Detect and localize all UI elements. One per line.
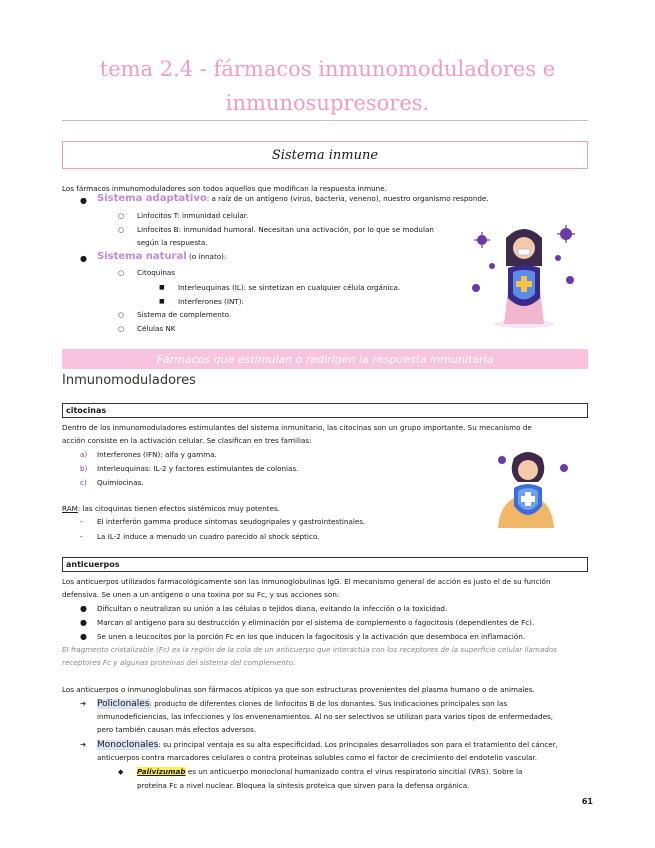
palivizumab-line-1	[137, 767, 522, 777]
diamond-bullet: ◆	[118, 768, 124, 776]
arrow-bullet: ➔	[80, 740, 87, 749]
policlonales-text-1: : producto de diferentes clones de linfocitos B de los donantes. Sus indicaciones principales son las	[149, 699, 508, 708]
letter-b: b)	[80, 464, 88, 473]
anticuerpos-para-1: Los anticuerpos utilizados farmacológicamente son las inmunoglobulinas IgG. El mecanismo general de acción es justo el de su función	[62, 577, 551, 586]
circle-bullet: ○	[118, 269, 125, 277]
palivizumab-label: Palivizumab	[137, 767, 186, 776]
ram-item-1: El interferón gamma produce síntomas seudogripales y gastrointestinales.	[97, 517, 366, 526]
adaptativo-label: Sistema adaptativo	[97, 193, 207, 204]
band-text: Fármacos que estimulan o redirigen la respuesta inmunitaria	[156, 352, 494, 366]
circle-bullet: ○	[118, 311, 125, 319]
anticuerpos-para-2: defensiva. Se unen a un antígeno o una toxina por su Fc, y sus acciones son:	[62, 590, 340, 599]
heading-citocinas	[62, 403, 588, 418]
title-divider	[62, 120, 588, 121]
celulas-nk: Células NK	[137, 324, 176, 333]
citocinas-para-1: Dentro de los inmunomoduladores estimulantes del sistema inmunitario, las citocinas son un grupo importante. Su mecanismo de	[62, 423, 532, 432]
interleuquinas: Interleuquinas (IL): se sintetizan en cualquier célula orgánica.	[178, 283, 401, 292]
circle-bullet: ○	[118, 325, 125, 333]
fc-note-2: receptores Fc y algunas proteínas del sistema del complemento.	[62, 658, 296, 667]
policlonales-line-2: inmunodeficiencias, las infecciones y los envenenamientos. Al no ser selectivos se utilizan para varios tipos de enfermedades,	[97, 712, 554, 721]
anticuerpos-bullet-3: Se unen a leucocitos por la porción Fc en los que inducen la fagocitosis y la activación que desemboca en inflamación.	[97, 632, 526, 641]
adaptativo-line	[97, 194, 489, 204]
item-interferones: Interferones (IFN): alfa y gamma.	[97, 450, 217, 459]
heading-anticuerpos	[62, 557, 588, 572]
monoclonales-label: Monoclonales	[97, 740, 159, 750]
page-title	[60, 52, 595, 120]
palivizumab-line-2: proteína Fc a nivel nuclear. Bloquea la síntesis proteica que sirven para la defensa orgánica.	[137, 781, 470, 790]
square-bullet: ■	[159, 298, 165, 305]
bullet-dot: ●	[80, 196, 87, 205]
natural-label: Sistema natural	[97, 251, 187, 262]
item-quimiocinas: Quimiocinas.	[97, 478, 144, 487]
circle-bullet: ○	[118, 226, 125, 234]
interferones: Interferones (INT):	[178, 297, 244, 306]
monoclonales-line-1	[97, 740, 558, 750]
palivizumab-text-1: es un anticuerpo monoclonal humanizado contra el virus respiratorio sincitial (VRS). Sobre la	[185, 767, 523, 776]
citocinas-para-2: acción consiste en la activación celular. Se clasifican en tres familias:	[62, 436, 312, 445]
ram-item-2: La IL-2 induce a menudo un cuadro parecido al shock séptico.	[97, 532, 320, 541]
page-title-line2: inmunosupresores.	[225, 91, 430, 115]
linfocitos-t: Linfocitos T: inmunidad celular.	[137, 211, 249, 220]
anticuerpos-bullet-1: Dificultan o neutralizan su unión a las células o tejidos diana, evitando la infección o la toxicidad.	[97, 604, 448, 613]
complemento: Sistema de complemento.	[137, 310, 232, 319]
linfocitos-b-1: Linfocitos B: inmunidad humoral. Necesitan una activación, por lo que se modulan	[137, 225, 434, 234]
policlonales-line-3: pero también causan más efectos adversos.	[97, 725, 257, 734]
ram-label: RAM	[62, 504, 78, 513]
policlonales-line-1	[97, 699, 507, 709]
adaptativo-text: : a raíz de un antígeno (virus, bacteria, veneno), nuestro organismo responde.	[206, 194, 489, 203]
woman-shield-illustration	[488, 448, 574, 528]
page-title-line1: tema 2.4 - fármacos inmunomoduladores e	[99, 57, 556, 81]
citoquinas: Citoquinas	[137, 268, 176, 277]
section-title-sistema-inmune	[62, 141, 588, 169]
monoclonales-line-2: anticuerpos contra marcadores celulares o contra proteínas solubles como el factor de crecimiento del endotelio vascular.	[97, 753, 538, 762]
heading-citocinas-text: citocinas	[66, 406, 107, 415]
section-title-text: Sistema inmune	[271, 147, 379, 163]
square-bullet: ■	[159, 284, 165, 291]
shield-woman-illustration	[468, 218, 580, 330]
natural-text: (o innato):	[186, 252, 227, 261]
heading-anticuerpos-text: anticuerpos	[66, 560, 120, 569]
policlonales-label: Policlonales	[97, 699, 150, 709]
bullet-dot: ●	[80, 618, 87, 627]
anticuerpos-bullet-2: Marcan al antígeno para su destrucción y eliminación por el sistema de complemento o fagocitosis (dependientes de Fc).	[97, 618, 535, 627]
ram-text: : las citoquinas tienen efectos sistémicos muy potentes.	[77, 504, 281, 513]
linfocitos-b-2: según la respuesta.	[137, 238, 208, 247]
bullet-dot: ●	[80, 632, 87, 641]
circle-bullet: ○	[118, 212, 125, 220]
letter-a: a)	[80, 450, 88, 459]
natural-line	[97, 252, 226, 262]
page-number: 61	[581, 797, 593, 806]
section-band-farmacos	[62, 349, 588, 369]
subheading-inmunomoduladores: Inmunomoduladores	[62, 373, 196, 388]
fc-note-1: El fragmento cristalizable (Fc) es la región de la cola de un anticuerpo que interactúa con los receptores de la superficie celular llamados	[62, 645, 558, 654]
intro-text: Los fármacos inmunomoduladores son todos aquellos que modifican la respuesta inmune.	[62, 184, 387, 193]
dash-bullet: -	[80, 517, 83, 526]
item-interleuquinas: Interleuquinas: IL-2 y factores estimulantes de colonias.	[97, 464, 299, 473]
bullet-dot: ●	[80, 604, 87, 613]
monoclonales-text-1: : su principal ventaja es su alta especificidad. Los principales desarrollados son para el tratamiento del cáncer,	[158, 740, 558, 749]
letter-c: c)	[80, 478, 87, 487]
ram-line	[62, 504, 280, 514]
arrow-bullet: ➔	[80, 699, 87, 708]
dash-bullet: -	[80, 532, 83, 541]
bullet-dot: ●	[80, 254, 87, 263]
anticuerpos-atipicos: Los anticuerpos o inmunoglobulinas son fármacos atípicos ya que son estructuras provenientes del plasma humano o de animales.	[62, 685, 535, 694]
